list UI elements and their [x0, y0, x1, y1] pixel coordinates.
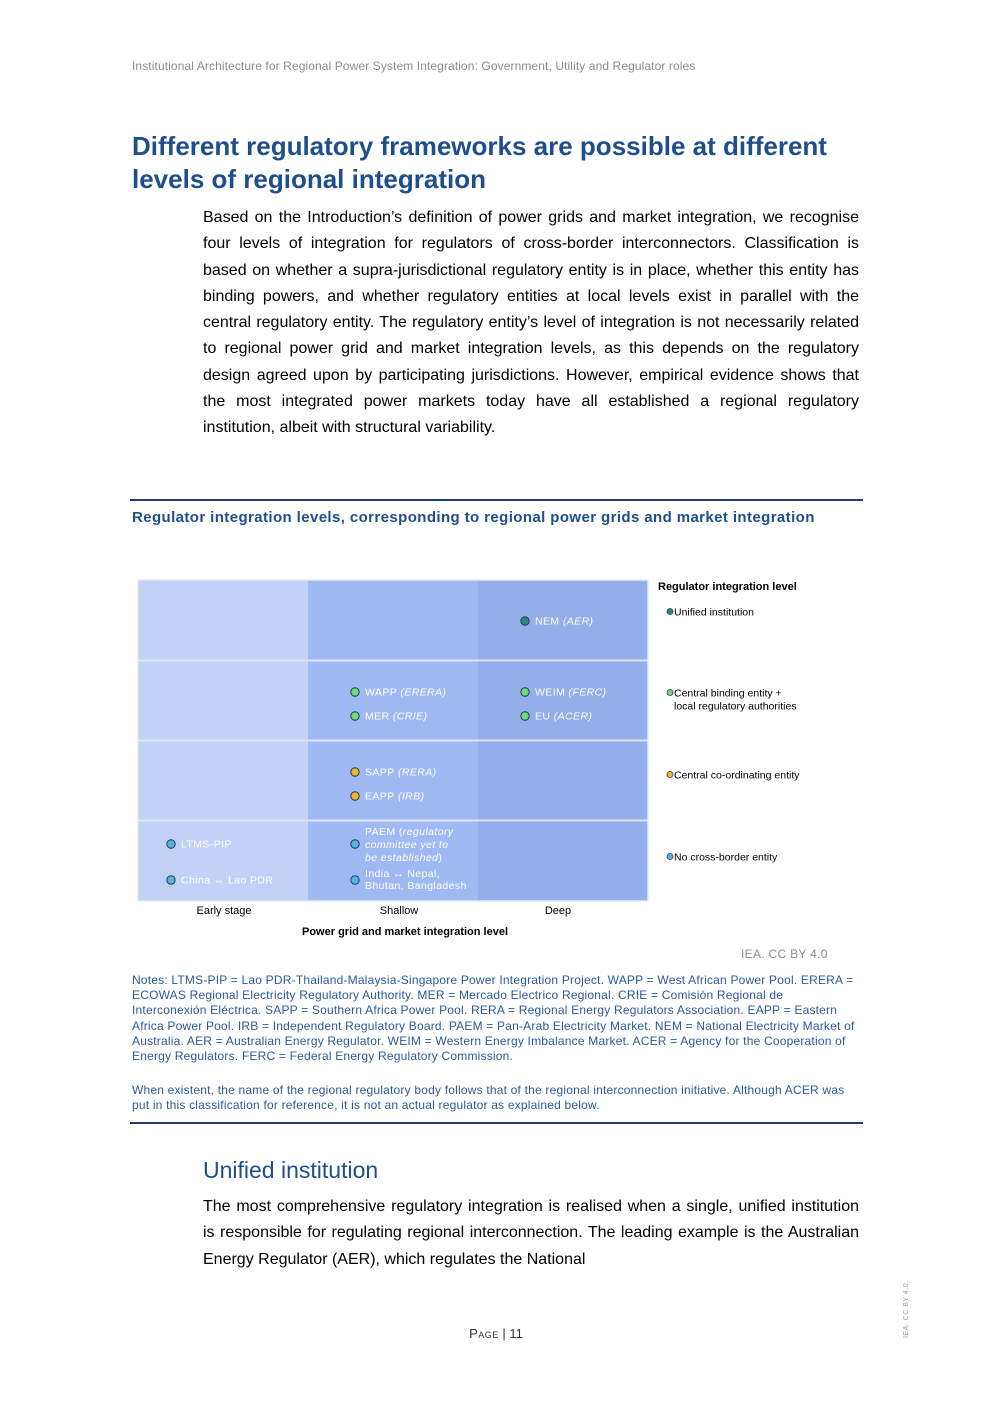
data-point-label: WAPP (ERERA) — [365, 686, 447, 699]
data-point-label: NEM (AER) — [535, 615, 594, 628]
section-title: Different regulatory frameworks are possible at different levels of regional integration — [132, 131, 827, 194]
legend-marker — [667, 772, 673, 778]
x-tick-label: Early stage — [196, 905, 252, 917]
data-point-marker — [521, 712, 529, 720]
page-footer: Page | 11 — [469, 1326, 523, 1341]
data-point-label: MER (CRIE) — [365, 710, 428, 723]
data-point-label: EAPP (IRB) — [365, 790, 425, 803]
data-point-label: WEIM (FERC) — [535, 686, 607, 699]
x-tick-label: Shallow — [379, 905, 419, 917]
running-header: Institutional Architecture for Regional Power System Integration: Government, Utility and Regulator roles — [132, 59, 696, 73]
data-point-marker — [521, 617, 529, 625]
legend-label: local regulatory authorities — [674, 700, 797, 713]
figure-bottom-rule — [130, 1122, 863, 1124]
subsection-paragraph: The most comprehensive regulatory integration is realised when a single, unified institution is responsible for regulating regional interconnection. The leading example is the Australian Energy Regulator (AER), which regulates the National — [203, 1198, 859, 1268]
figure-notes-2: When existent, the name of the regional regulatory body follows that of the regional interconnection initiative. Although ACER was put in this classification for reference, it is not an actual regulator as explained below. — [132, 1083, 845, 1113]
legend-label: Unified institution — [674, 606, 754, 619]
data-point-label: China ↔ Lao PDR — [181, 874, 274, 887]
figure-title: Regulator integration levels, corresponding to regional power grids and market integration — [132, 509, 815, 526]
data-point-label: SAPP (RERA) — [365, 766, 437, 779]
legend — [667, 607, 800, 864]
legend-title: Regulator integration level — [658, 581, 797, 593]
legend-label: Central co-ordinating entity — [674, 769, 800, 782]
data-point-marker — [167, 876, 175, 884]
data-point-marker — [351, 876, 359, 884]
data-point-marker — [167, 840, 175, 848]
figure-notes: Notes: LTMS-PIP = Lao PDR-Thailand-Malaysia-Singapore Power Integration Project. WAPP = West African Power Pool. ERERA = ECOWAS Regional Electricity Regulatory Authority. MER = Mercado Electrico Regional. CRIE = Comisión Regional de Interconexión Eléctrica. SAPP = Southern Africa Power Pool. RERA = Regional Energy Regulators Association. EAPP = Eastern Africa Power Pool. IRB = Independent Regulatory Board. PAEM = Pan-Arab Electricity Market. NEM = National Electricity Market of Australia. AER = Australian Energy Regulator. WEIM = Western Energy Imbalance Market. ACER = Agency for the Cooperation of Energy Regulators. FERC = Federal Energy Regulatory Commission. — [132, 973, 855, 1064]
data-point-label: LTMS-PIP — [181, 838, 232, 851]
section-paragraph: Based on the Introduction’s definition of power grids and market integration, we recognise four levels of integration for regulators of cross-border interconnectors. Classification is based on whether a supra-jurisdictional regulatory entity is in place, whether this entity has binding powers, and whether regulatory entities at local levels exist in parallel with the central regulatory entity. The regulatory entity’s level of integration is not necessarily related to regional power grid and market integration levels, as this depends on the regulatory design agreed upon by participating jurisdictions. However, empirical evidence shows that the most integrated power markets today have all established a regional regulatory institution, albeit with structural variability. — [203, 209, 859, 437]
legend-marker — [667, 609, 673, 615]
page-number: 11 — [509, 1326, 523, 1341]
side-credit-mark: IEA. CC BY 4.0. — [903, 1280, 910, 1338]
data-point-label: PAEM (regulatory committee yet to be established) — [365, 826, 454, 864]
legend-marker — [667, 690, 673, 696]
data-point-marker — [351, 840, 359, 848]
figure-credit: IEA. CC BY 4.0 — [741, 947, 828, 961]
subsection-title: Unified institution — [203, 1157, 379, 1183]
data-point-marker — [351, 688, 359, 696]
data-point-label: EU (ACER) — [535, 710, 593, 723]
data-point-label: India ↔ Nepal, Bhutan, Bangladesh — [365, 868, 467, 892]
legend-label: Central binding entity + — [674, 687, 782, 700]
x-axis-title: Power grid and market integration level — [302, 926, 508, 938]
legend-marker — [667, 854, 673, 860]
data-point-marker — [351, 792, 359, 800]
data-point-marker — [351, 712, 359, 720]
data-point-marker — [351, 768, 359, 776]
data-point-marker — [521, 688, 529, 696]
legend-label: No cross-border entity — [674, 851, 778, 864]
page-label: Page — [469, 1326, 499, 1341]
x-tick-label: Deep — [544, 905, 572, 917]
